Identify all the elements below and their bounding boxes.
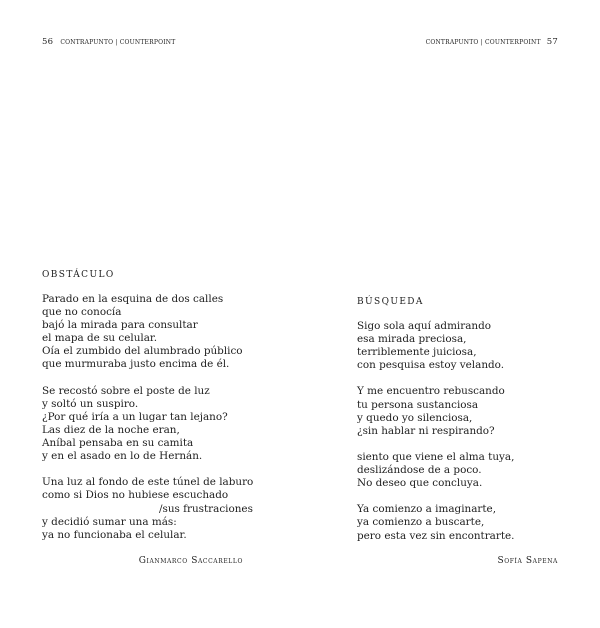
stanza-break <box>357 490 514 503</box>
poem-line: esa mirada preciosa, <box>357 333 467 346</box>
poem-line: pero esta vez sin encontrarte. <box>357 529 515 542</box>
poem-line: ¿sin hablar ni respirando? <box>357 424 495 437</box>
right-page-number: 57 <box>546 37 558 47</box>
poem-line: que no conocía <box>42 306 122 319</box>
right-poem-body <box>357 320 514 543</box>
right-running-head: CONTRAPUNTO | COUNTERPOINT <box>425 39 541 46</box>
poem-line: tu persona sustanciosa <box>357 398 479 411</box>
poem-line: Parado en la esquina de dos calles <box>42 293 224 305</box>
poem-line: ya no funcionaba el celular. <box>42 528 187 541</box>
poem-line: bajó la mirada para consultar <box>42 319 198 332</box>
left-poem-body <box>42 293 253 542</box>
poem-line: Ya comienzo a imaginarte, <box>357 503 496 516</box>
poem-line: Oía el zumbido del alumbrado público <box>42 345 243 358</box>
stanza-break <box>42 463 253 476</box>
left-poem-author: Gianmarco Saccarello <box>138 556 243 566</box>
poem-line: No deseo que concluya. <box>357 477 483 490</box>
poem-line: ¿Por qué iría a un lugar tan lejano? <box>42 410 228 423</box>
left-poem-title: obstáculo <box>42 265 115 281</box>
poem-line: el mapa de su celular. <box>42 332 158 345</box>
poem-line: y soltó un suspiro. <box>42 397 139 410</box>
poem-line: Sigo sola aquí admirando <box>357 320 492 332</box>
poem-line: terriblemente juiciosa, <box>357 346 477 359</box>
poem-line: como si Dios no hubiese escuchado <box>42 489 229 502</box>
poem-line: Las diez de la noche eran, <box>42 423 180 436</box>
poem-line: con pesquisa estoy velando. <box>357 359 505 372</box>
left-running-head: CONTRAPUNTO | COUNTERPOINT <box>60 39 176 46</box>
poem-line: Se recostó sobre el poste de luz <box>42 384 210 397</box>
poem-line: y quedo yo silenciosa, <box>357 411 473 424</box>
stanza-break <box>357 438 514 451</box>
poem-line: ya comienzo a buscarte, <box>357 516 485 529</box>
poem-line: Aníbal pensaba en su camita <box>42 437 194 450</box>
poem-line: siento que viene el alma tuya, <box>357 450 515 463</box>
poem-line: que murmuraba justo encima de él. <box>42 358 230 371</box>
poem-line: y decidió sumar una más: <box>42 515 177 528</box>
left-page-header <box>42 37 175 47</box>
stanza-break <box>357 372 514 385</box>
poem-line: deslizándose de a poco. <box>357 464 482 477</box>
stanza-break <box>42 372 253 385</box>
poem-line-indented: /sus frustraciones <box>159 502 253 515</box>
left-page-number: 56 <box>42 37 54 47</box>
right-page-header <box>426 37 558 47</box>
right-poem-title: búsqueda <box>357 292 424 308</box>
poem-line: Una luz al fondo de este túnel de laburo <box>42 476 254 489</box>
poem-line: Y me encuentro rebuscando <box>357 385 505 398</box>
poem-line: y en el asado en lo de Hernán. <box>42 450 203 463</box>
right-poem-author: Sofía Sapena <box>497 556 558 566</box>
